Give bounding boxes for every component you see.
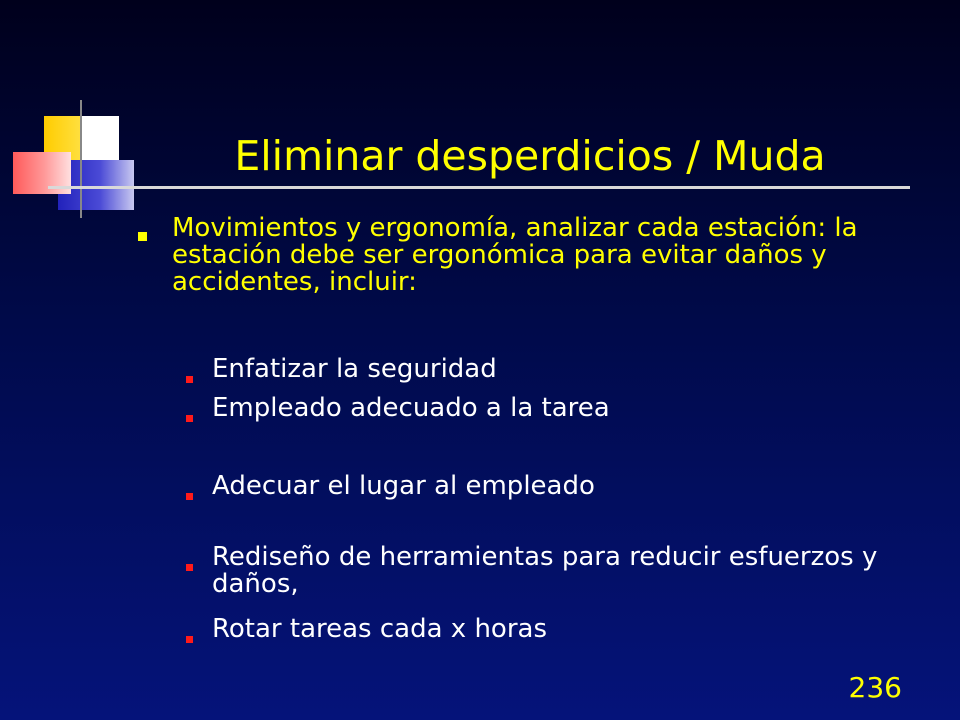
main-bullet-text: Movimientos y ergonomía, analizar cada estación: la estación debe ser ergonómica para evitar daños y accidentes, incluir: [172,213,858,297]
sub-bullet-marker [186,493,193,500]
sub-bullet-4: Rediseño de herramientas para reducir esfuerzos y daños, [212,542,878,599]
white-square [82,116,119,160]
sub-bullet-5: Rotar tareas cada x horas [212,614,548,644]
page-number: 236 [848,671,902,704]
sub-bullet-3: Adecuar el lugar al empleado [212,471,595,501]
sub-bullet-marker [186,636,193,643]
bullet-level1-marker [138,232,147,241]
slide-title: Eliminar desperdicios / Muda [234,132,826,180]
sub-bullet-2: Empleado adecuado a la tarea [212,393,610,423]
sub-bullet-1: Enfatizar la seguridad [212,354,497,384]
sub-bullet-marker [186,415,193,422]
sub-bullet-marker [186,564,193,571]
title-underline [48,186,910,189]
decor-vertical-line [80,100,82,218]
sub-bullet-marker [186,376,193,383]
